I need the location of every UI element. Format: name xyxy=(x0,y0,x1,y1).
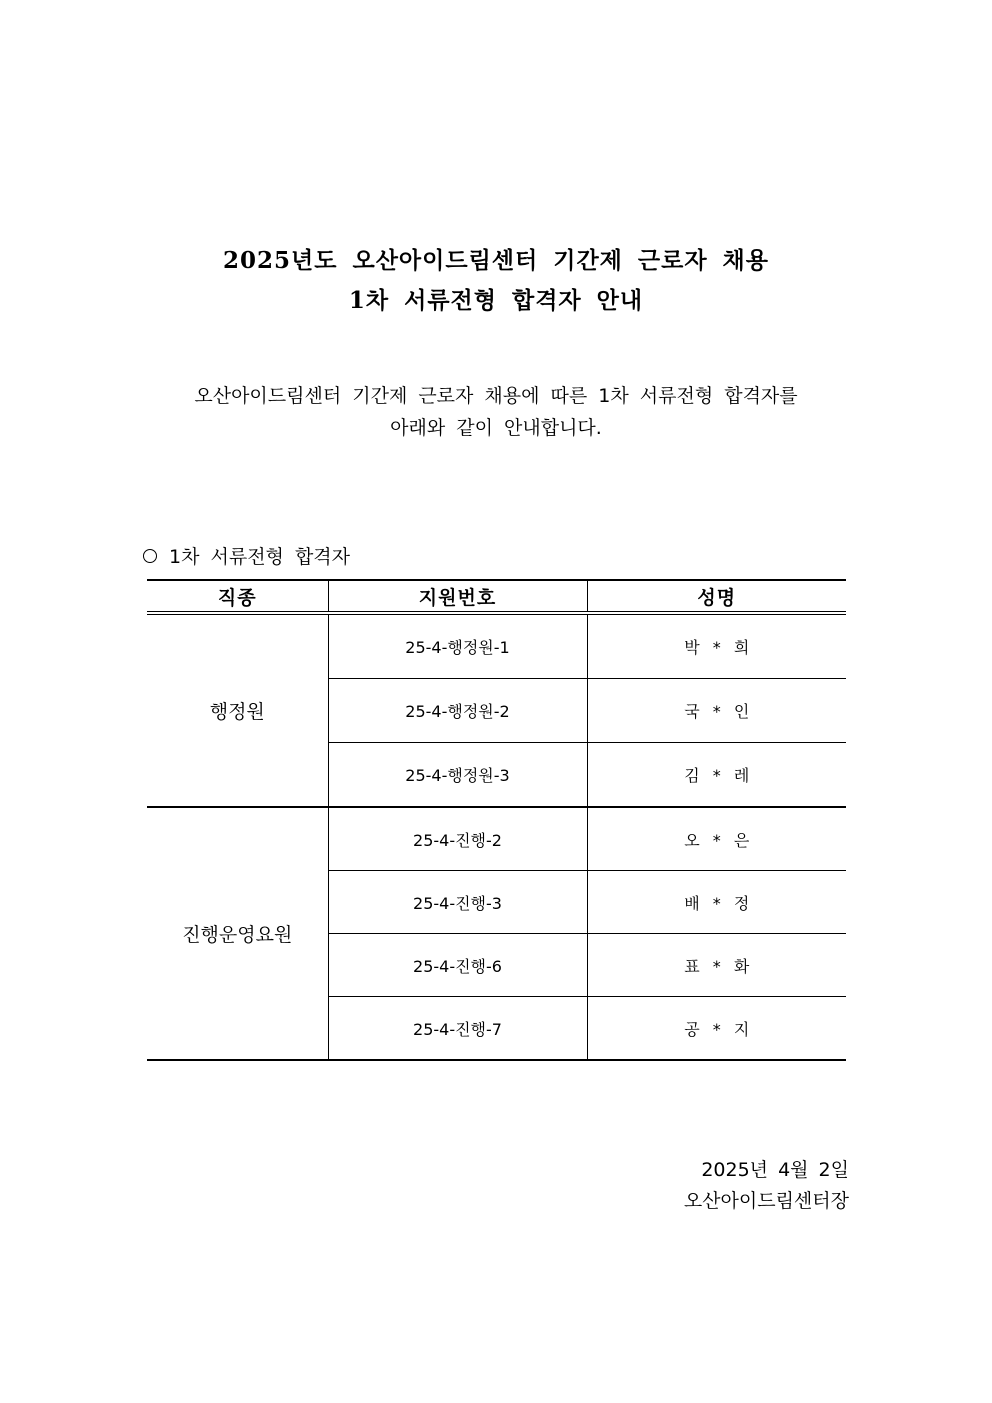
header-name: 성명 xyxy=(587,580,846,613)
application-number-cell: 25-4-행정원-1 xyxy=(328,613,587,679)
header-job-type: 직종 xyxy=(147,580,328,613)
results-table xyxy=(147,579,846,1061)
document-title-line-2: 1차 서류전형 합격자 안내 xyxy=(348,287,644,314)
header-application-number: 지원번호 xyxy=(328,580,587,613)
circle-icon xyxy=(143,549,157,563)
application-number-cell: 25-4-진행-2 xyxy=(328,807,587,871)
name-cell: 김 * 레 xyxy=(587,743,846,808)
issue-date: 2025년 4월 2일 xyxy=(701,1159,849,1181)
application-number-cell: 25-4-행정원-2 xyxy=(328,679,587,743)
document-title-line-1: 2025년도 오산아이드림센터 기간제 근로자 채용 xyxy=(223,247,769,274)
job-type-cell: 행정원 xyxy=(147,613,328,807)
application-number-cell: 25-4-진행-7 xyxy=(328,997,587,1061)
job-type-cell: 진행운영요원 xyxy=(147,807,328,1060)
section-heading-label: 1차 서류전형 합격자 xyxy=(169,546,350,568)
name-cell: 배 * 정 xyxy=(587,871,846,934)
intro-text-line-1: 오산아이드림센터 기간제 근로자 채용에 따른 1차 서류전형 합격자를 xyxy=(194,385,798,407)
name-cell: 박 * 희 xyxy=(587,613,846,679)
table-row xyxy=(147,613,846,679)
name-cell: 국 * 인 xyxy=(587,679,846,743)
table-row xyxy=(147,807,846,871)
name-cell: 표 * 화 xyxy=(587,934,846,997)
signer-title: 오산아이드림센터장 xyxy=(683,1190,849,1212)
section-heading xyxy=(143,542,350,569)
application-number-cell: 25-4-행정원-3 xyxy=(328,743,587,808)
table-header-row xyxy=(147,580,846,613)
application-number-cell: 25-4-진행-3 xyxy=(328,871,587,934)
name-cell: 공 * 지 xyxy=(587,997,846,1061)
name-cell: 오 * 은 xyxy=(587,807,846,871)
intro-text-line-2: 아래와 같이 안내합니다. xyxy=(390,417,602,439)
application-number-cell: 25-4-진행-6 xyxy=(328,934,587,997)
